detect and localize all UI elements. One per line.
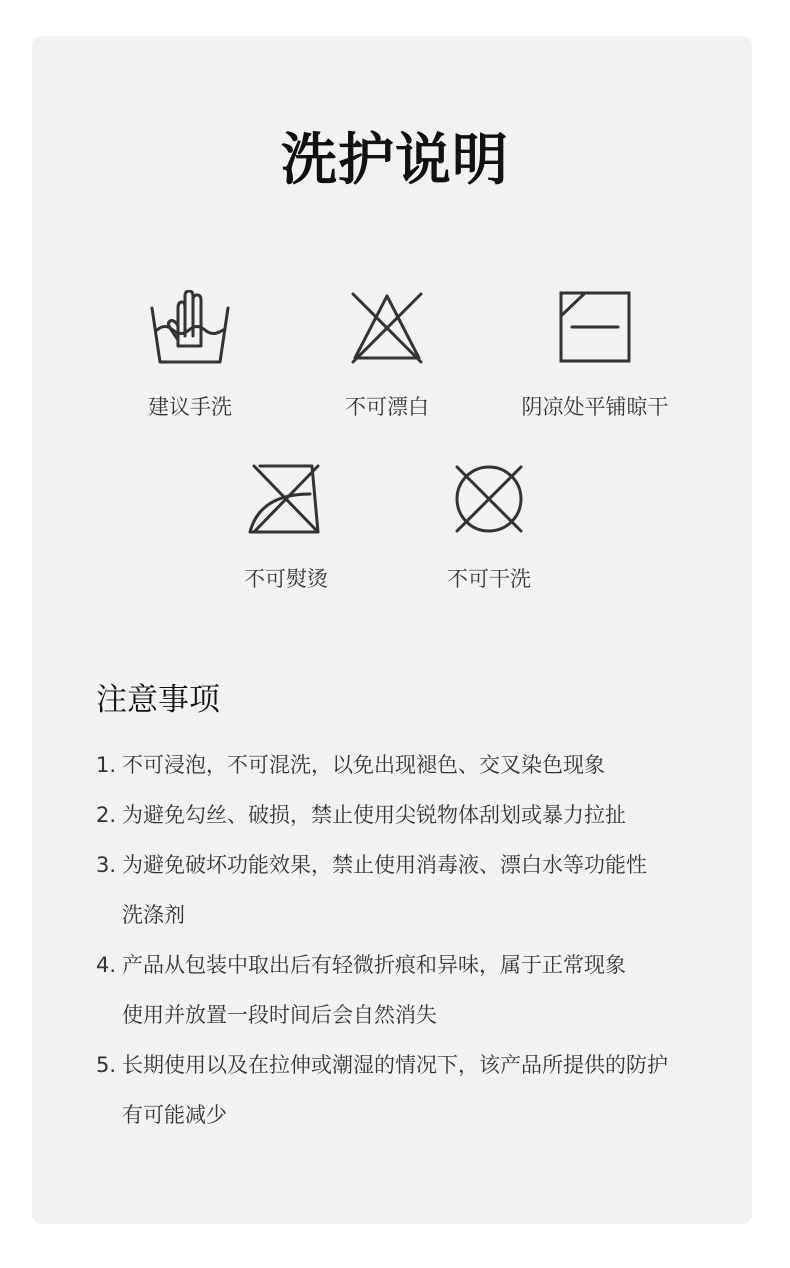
note-item — [96, 940, 736, 1040]
note-number: 4. — [96, 953, 117, 977]
note-number: 3. — [96, 853, 117, 877]
care-item-dry-flat-shade — [495, 290, 695, 420]
page-title: 洗护说明 — [281, 128, 509, 193]
note-text: 产品从包装中取出后有轻微折痕和异味，属于正常现象 — [122, 953, 626, 977]
note-text: 不可浸泡，不可混洗，以免出现褪色、交叉染色现象 — [122, 753, 605, 777]
note-text-continued: 洗涤剂 — [122, 903, 185, 927]
care-item-no-iron — [186, 462, 386, 592]
care-item-no-bleach — [287, 290, 487, 420]
note-item — [96, 740, 736, 790]
note-text-continued: 有可能减少 — [122, 1103, 227, 1127]
care-label-dry-flat-shade: 阴凉处平铺晾干 — [521, 395, 669, 419]
note-text: 为避免破坏功能效果，禁止使用消毒液、漂白水等功能性 — [122, 853, 647, 877]
care-label-no-bleach: 不可漂白 — [345, 395, 429, 419]
note-item — [96, 1040, 736, 1140]
dry-flat-shade-icon — [555, 290, 635, 366]
care-label-no-iron: 不可熨烫 — [244, 567, 328, 591]
hand-wash-icon — [150, 290, 230, 366]
no-bleach-icon — [347, 290, 427, 366]
care-item-hand-wash — [90, 290, 290, 420]
notes-title: 注意事项 — [96, 682, 220, 718]
care-label-hand-wash: 建议手洗 — [148, 395, 232, 419]
note-text: 为避免勾丝、破损，禁止使用尖锐物体刮划或暴力拉扯 — [122, 803, 626, 827]
note-text: 长期使用以及在拉伸或潮湿的情况下，该产品所提供的防护 — [122, 1053, 668, 1077]
note-item — [96, 840, 736, 940]
care-item-no-dry-clean — [389, 462, 589, 592]
note-number: 2. — [96, 803, 117, 827]
no-iron-icon — [246, 462, 326, 538]
note-number: 5. — [96, 1053, 117, 1077]
care-label-no-dry-clean: 不可干洗 — [447, 567, 531, 591]
no-dry-clean-icon — [449, 462, 529, 538]
note-item — [96, 790, 736, 840]
note-number: 1. — [96, 753, 117, 777]
note-text-continued: 使用并放置一段时间后会自然消失 — [122, 1003, 437, 1027]
notes-list — [96, 740, 736, 1140]
